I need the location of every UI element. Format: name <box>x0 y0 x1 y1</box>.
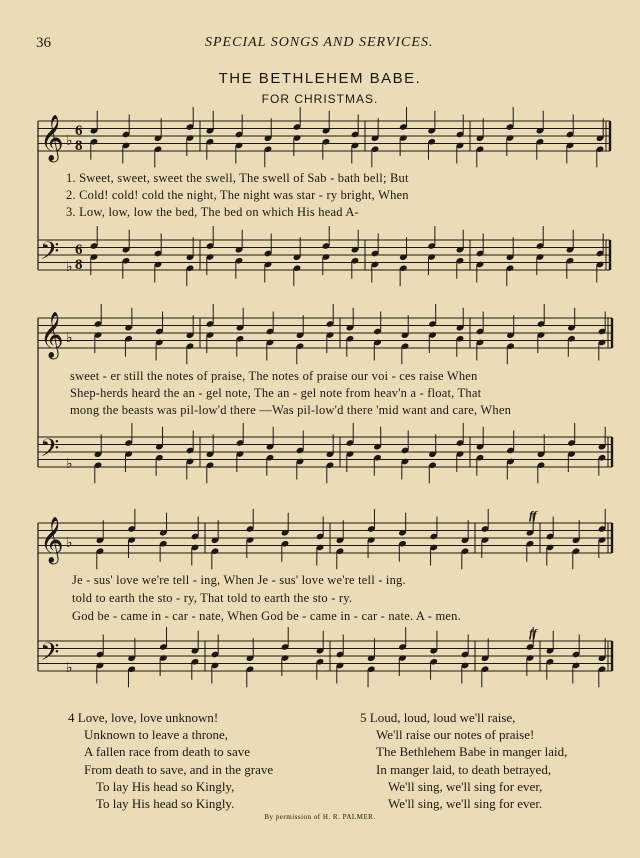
bass-clef: 𝄢 <box>40 434 60 469</box>
time-signature: 8 <box>75 138 83 154</box>
verse-line: We'll raise our notes of praise! <box>376 727 535 743</box>
flat-sign: ♭ <box>66 661 73 676</box>
treble-clef: 𝄞 <box>40 517 64 563</box>
dynamic-marking: ff <box>529 508 537 522</box>
verse-line: In manger laid, to death betrayed, <box>376 761 552 777</box>
verse-line: From death to save, and in the grave <box>84 761 274 777</box>
bass-clef: 𝄢 <box>40 237 60 272</box>
lyric-line: Shep-herds heard the an - gel note, The an - gel note from heav'n a - float, That <box>70 386 482 400</box>
permission-credit: By permission of H. R. PALMER. <box>264 813 376 821</box>
treble-clef: 𝄞 <box>40 312 64 358</box>
page-number: 36 <box>36 35 51 51</box>
hymn-subtitle: FOR CHRISTMAS. <box>261 92 379 106</box>
flat-sign: ♭ <box>66 457 73 472</box>
time-signature: 6 <box>75 242 83 258</box>
flat-sign: ♭ <box>66 134 73 149</box>
lyric-line: sweet - er still the notes of praise, The notes of praise our voi - ces raise When <box>70 369 478 383</box>
verse-line: 4 Love, love, love unknown! <box>68 710 219 725</box>
flat-sign: ♭ <box>66 260 73 275</box>
verse-4 <box>68 709 273 812</box>
dynamic-marking: ff <box>529 626 537 640</box>
lyric-line: Je - sus' love we're tell - ing, When Je - sus' love we're tell - ing. <box>72 573 406 587</box>
verse-line: The Bethlehem Babe in manger laid, <box>376 744 568 760</box>
flat-sign: ♭ <box>66 331 73 346</box>
verse-line: We'll sing, we'll sing for ever, <box>388 778 543 794</box>
verse-5 <box>360 709 567 812</box>
lyric-line: 3. Low, low, low the bed, The bed on which His head A- <box>66 205 359 219</box>
verse-line: A fallen race from death to save <box>84 744 251 760</box>
lyric-line: God be - came in - car - nate, When God be - came in - car - nate. A - men. <box>72 609 461 623</box>
verse-line: 5 Loud, loud, loud we'll raise, <box>360 710 516 725</box>
verse-line: Unknown to leave a throne, <box>84 727 229 743</box>
lyric-line: 2. Cold! cold! cold the night, The night was star - ry bright, When <box>66 188 409 202</box>
lyric-line: mong the beasts was pil-low'd there —Was pil-low'd there 'mid want and care, When <box>70 403 512 417</box>
verse-line: To lay His head so Kingly. <box>96 796 235 812</box>
treble-clef: 𝄞 <box>40 115 64 161</box>
lyric-line: told to earth the sto - ry, That told to earth the sto - ry. <box>72 591 353 605</box>
verse-line: We'll sing, we'll sing for ever. <box>388 796 543 812</box>
verse-line: To lay His head so Kingly, <box>96 778 235 794</box>
running-title: SPECIAL SONGS AND SERVICES. <box>205 35 434 50</box>
hymn-title: THE BETHLEHEM BABE. <box>218 70 422 87</box>
time-signature: 6 <box>75 123 83 139</box>
lyric-line: 1. Sweet, sweet, sweet the swell, The swell of Sab - bath bell; But <box>66 171 409 185</box>
bass-clef: 𝄢 <box>40 638 60 673</box>
flat-sign: ♭ <box>66 536 73 551</box>
time-signature: 8 <box>75 257 83 273</box>
